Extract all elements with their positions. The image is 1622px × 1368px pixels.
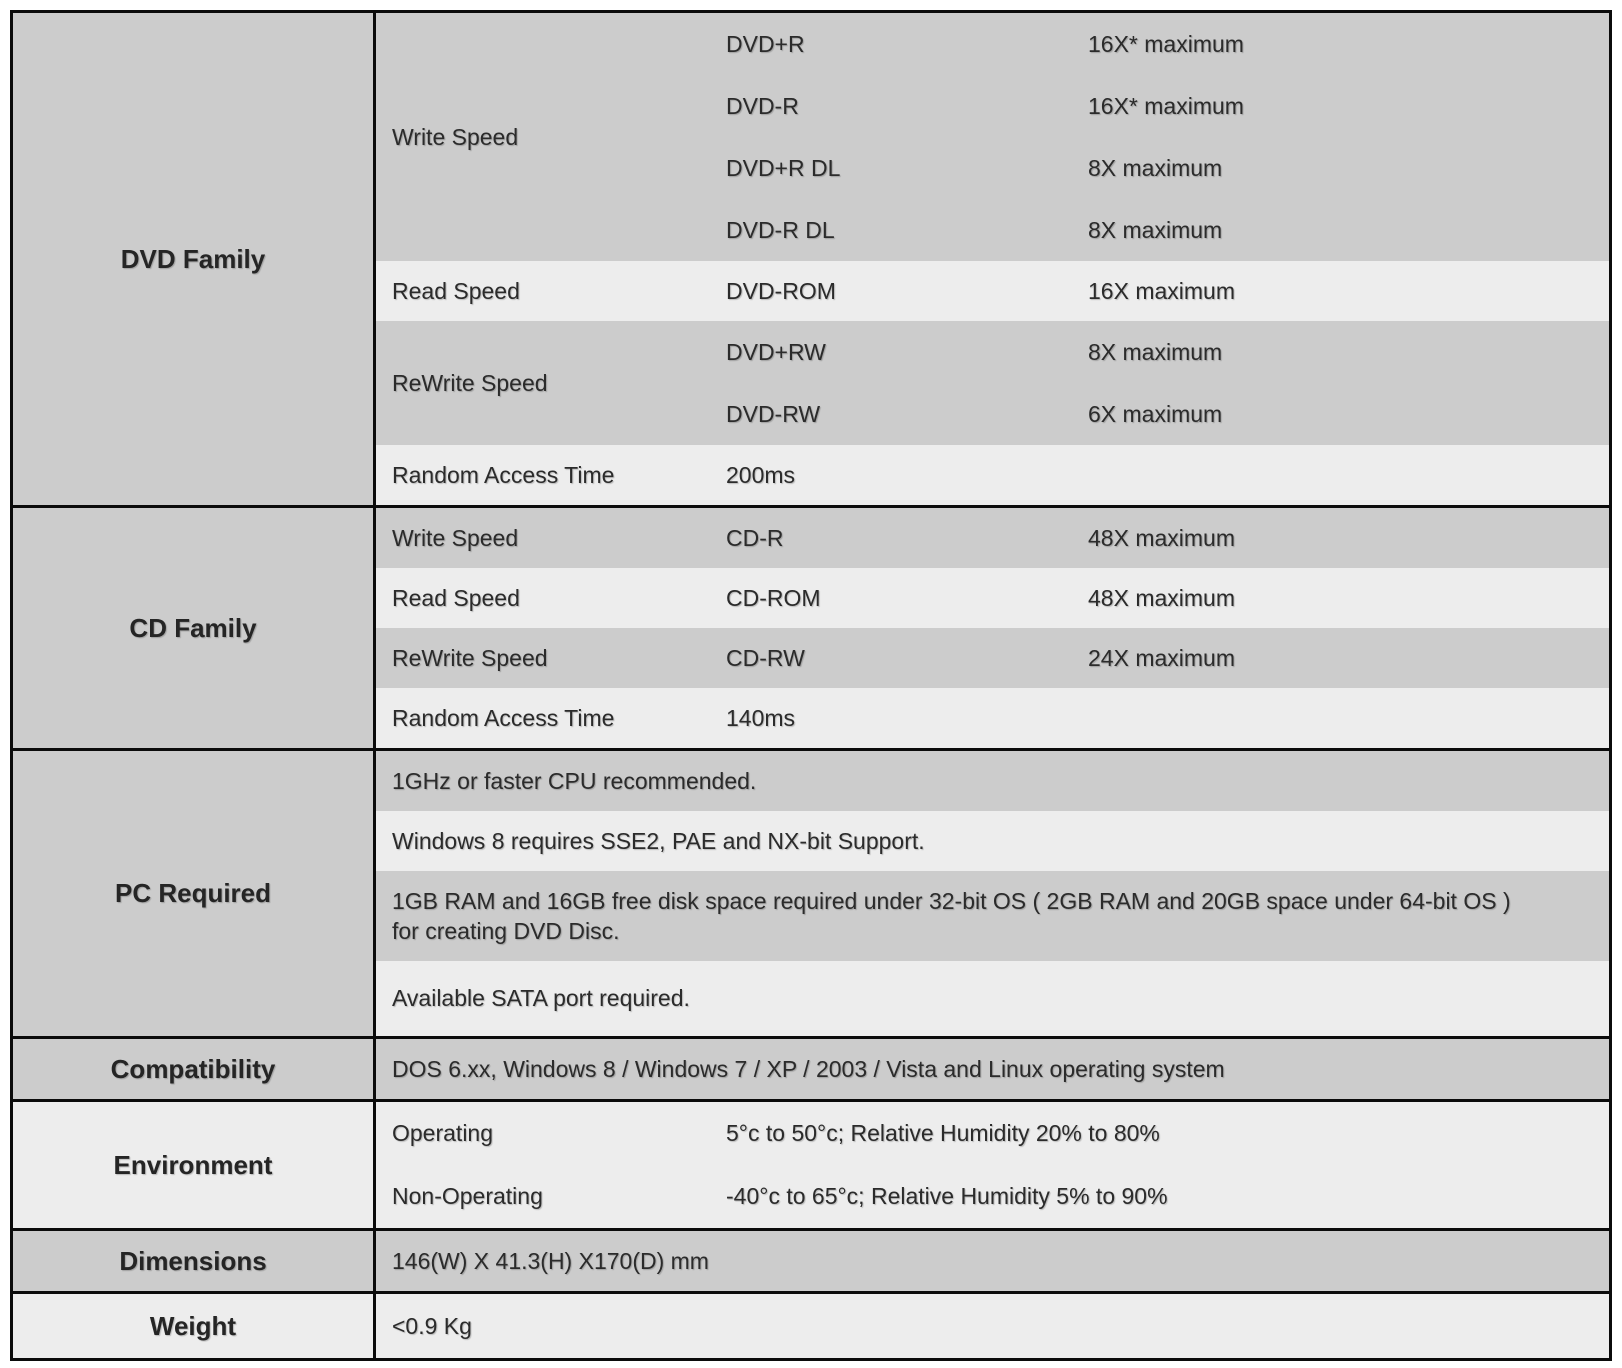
note-dimensions bbox=[376, 1231, 1609, 1291]
spec-table bbox=[10, 10, 1612, 1361]
note-sata bbox=[376, 961, 1609, 1036]
spec-row bbox=[726, 628, 1609, 688]
spec-row bbox=[726, 445, 1609, 505]
band-read-speed bbox=[376, 261, 1609, 321]
band-random-access-time bbox=[376, 688, 1609, 748]
row-header-environment bbox=[13, 1102, 376, 1228]
band-rows bbox=[726, 568, 1609, 628]
section-title: CD Family bbox=[129, 612, 257, 643]
note-text: Windows 8 requires SSE2, PAE and NX-bit Support. bbox=[392, 827, 925, 854]
media-name: DVD-ROM bbox=[726, 277, 836, 304]
spec-label: Read Speed bbox=[392, 277, 520, 304]
section-dimensions bbox=[13, 1231, 1609, 1294]
media-name: DVD+R DL bbox=[726, 154, 841, 181]
spec-label: Random Access Time bbox=[392, 704, 615, 731]
section-body-cd-family bbox=[376, 508, 1609, 748]
section-compatibility bbox=[13, 1039, 1609, 1102]
note-text: 146(W) X 41.3(H) X170(D) mm bbox=[392, 1247, 709, 1274]
speed-value: 8X maximum bbox=[1088, 216, 1223, 243]
section-dvd-family bbox=[13, 13, 1609, 508]
band-rewrite-speed bbox=[376, 321, 1609, 445]
media-name: DVD+R bbox=[726, 30, 805, 57]
spec-label: Non-Operating bbox=[392, 1183, 543, 1209]
note-windows8 bbox=[376, 811, 1609, 871]
speed-value: 16X* maximum bbox=[1088, 30, 1244, 57]
band-write-speed bbox=[376, 13, 1609, 261]
section-environment bbox=[13, 1102, 1609, 1231]
spec-row bbox=[726, 568, 1609, 628]
row-header-cd-family bbox=[13, 508, 376, 748]
section-body-pc-required bbox=[376, 751, 1609, 1036]
spec-label: Write Speed bbox=[392, 123, 519, 150]
spec-row bbox=[726, 321, 1609, 383]
spec-row bbox=[726, 1165, 1609, 1228]
band-rows bbox=[726, 445, 1609, 505]
note-text: 1GB RAM and 16GB free disk space required under 32-bit OS ( 2GB RAM and 20GB space under 64-bit OS ) for creating DVD Disc. bbox=[392, 887, 1511, 944]
speed-value: 8X maximum bbox=[1088, 338, 1223, 365]
media-name: CD-RW bbox=[726, 644, 805, 671]
section-cd-family bbox=[13, 508, 1609, 751]
media-name: DVD-R DL bbox=[726, 216, 835, 243]
section-weight bbox=[13, 1294, 1609, 1358]
band-rows bbox=[726, 688, 1609, 748]
speed-value: 16X* maximum bbox=[1088, 92, 1244, 119]
band-rows bbox=[726, 261, 1609, 321]
note-weight bbox=[376, 1294, 1609, 1358]
band-write-speed bbox=[376, 508, 1609, 568]
row-header-pc-required bbox=[13, 751, 376, 1036]
spec-row bbox=[726, 383, 1609, 445]
spec-row bbox=[726, 261, 1609, 321]
note-text: Available SATA port required. bbox=[392, 985, 690, 1012]
spec-row bbox=[726, 1102, 1609, 1165]
media-name: DVD-R bbox=[726, 92, 799, 119]
band-rewrite-speed bbox=[376, 628, 1609, 688]
speed-value: 8X maximum bbox=[1088, 154, 1223, 181]
band-rows bbox=[726, 508, 1609, 568]
spec-label: Random Access Time bbox=[392, 461, 615, 488]
band-rows bbox=[726, 1102, 1609, 1165]
band-rows bbox=[726, 628, 1609, 688]
speed-value: 48X maximum bbox=[1088, 524, 1235, 551]
section-body-compatibility bbox=[376, 1039, 1609, 1099]
row-header-dimensions bbox=[13, 1231, 376, 1291]
spec-row bbox=[726, 13, 1609, 75]
note-text: 1GHz or faster CPU recommended. bbox=[392, 767, 757, 794]
band-rows bbox=[726, 1165, 1609, 1228]
section-title: Dimensions bbox=[119, 1245, 267, 1276]
spec-row bbox=[726, 688, 1609, 748]
band-non-operating bbox=[376, 1165, 1609, 1228]
section-body-dimensions bbox=[376, 1231, 1609, 1291]
speed-value: 24X maximum bbox=[1088, 644, 1235, 671]
spec-label: ReWrite Speed bbox=[392, 369, 548, 396]
row-header-dvd-family bbox=[13, 13, 376, 505]
section-body-environment bbox=[376, 1102, 1609, 1228]
spec-label: Read Speed bbox=[392, 584, 520, 611]
spec-label: Operating bbox=[392, 1120, 494, 1146]
section-title: Compatibility bbox=[110, 1053, 276, 1084]
note-text: <0.9 Kg bbox=[392, 1312, 472, 1339]
band-random-access-time bbox=[376, 445, 1609, 505]
media-name: DVD+RW bbox=[726, 338, 826, 365]
access-time-value: 140ms bbox=[726, 704, 796, 731]
section-title: DVD Family bbox=[120, 243, 266, 274]
note-ram-disk bbox=[376, 871, 1609, 961]
spec-row bbox=[726, 508, 1609, 568]
band-read-speed bbox=[376, 568, 1609, 628]
section-title: Environment bbox=[113, 1149, 273, 1180]
access-time-value: 200ms bbox=[726, 461, 796, 488]
environment-range: -40°c to 65°c; Relative Humidity 5% to 90% bbox=[726, 1183, 1168, 1209]
environment-range: 5°c to 50°c; Relative Humidity 20% to 80% bbox=[726, 1120, 1160, 1146]
section-pc-required bbox=[13, 751, 1609, 1039]
spec-row bbox=[726, 75, 1609, 137]
band-rows bbox=[726, 13, 1609, 261]
speed-value: 16X maximum bbox=[1088, 277, 1235, 304]
note-os-compatibility bbox=[376, 1039, 1609, 1099]
speed-value: 6X maximum bbox=[1088, 400, 1223, 427]
section-title: PC Required bbox=[114, 878, 272, 908]
spec-row bbox=[726, 137, 1609, 199]
media-name: CD-ROM bbox=[726, 584, 821, 611]
section-body-dvd-family bbox=[376, 13, 1609, 505]
section-body-weight bbox=[376, 1294, 1609, 1358]
band-operating bbox=[376, 1102, 1609, 1165]
spec-label: Write Speed bbox=[392, 524, 519, 551]
band-rows bbox=[726, 321, 1609, 445]
note-cpu bbox=[376, 751, 1609, 811]
row-header-compatibility bbox=[13, 1039, 376, 1099]
media-name: CD-R bbox=[726, 524, 784, 551]
note-text: DOS 6.xx, Windows 8 / Windows 7 / XP / 2003 / Vista and Linux operating system bbox=[392, 1055, 1225, 1082]
speed-value: 48X maximum bbox=[1088, 584, 1235, 611]
section-title: Weight bbox=[149, 1310, 237, 1341]
spec-label: ReWrite Speed bbox=[392, 644, 548, 671]
media-name: DVD-RW bbox=[726, 400, 821, 427]
row-header-weight bbox=[13, 1294, 376, 1358]
spec-row bbox=[726, 199, 1609, 261]
